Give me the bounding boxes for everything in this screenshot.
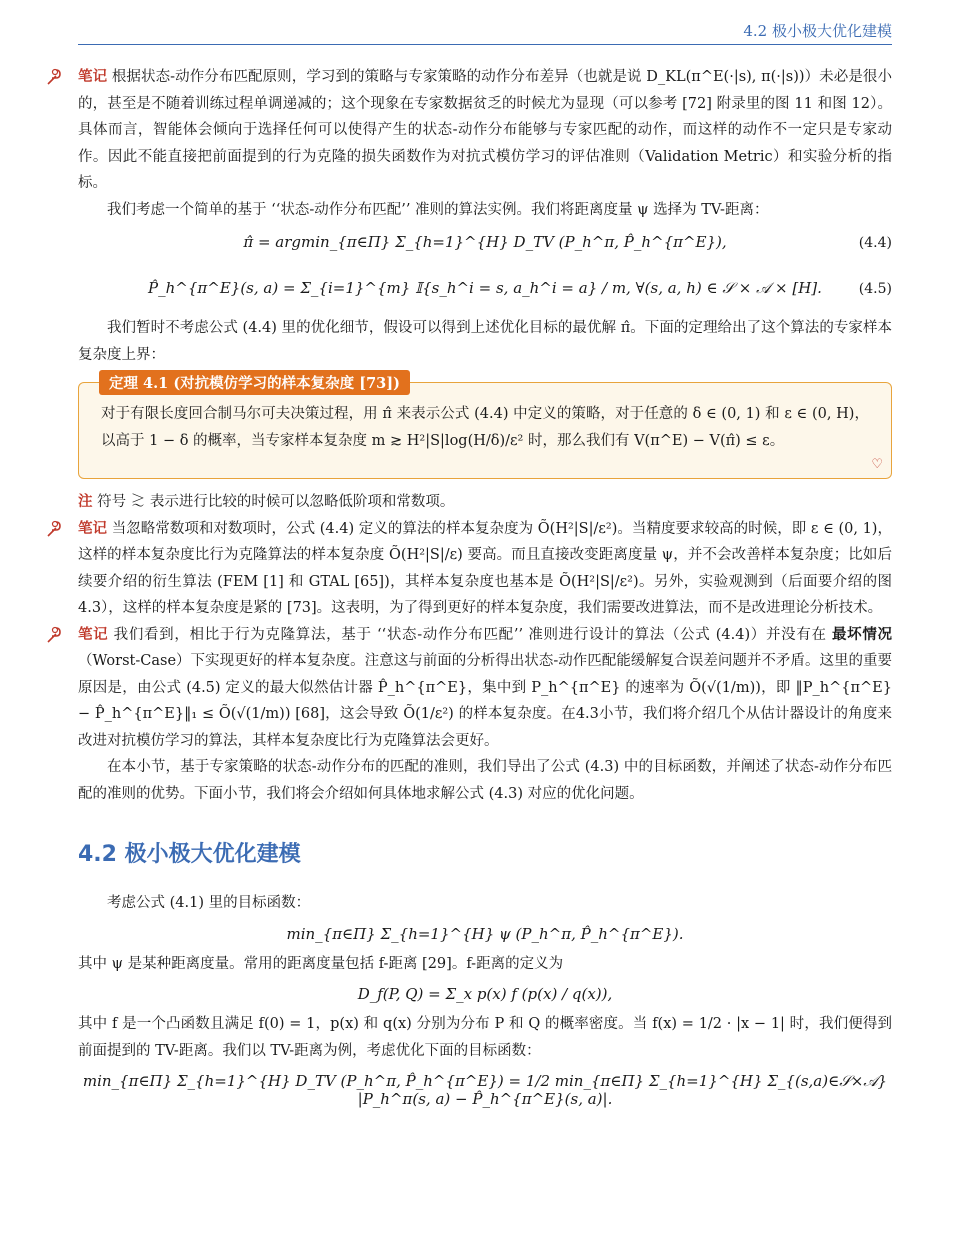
note-text: （Worst-Case）下实现更好的样本复杂度。注意这与前面的分析得出状态-动作匹配能缓解复合误差问题并不矛盾。这里的重要原因是，由公式 (4.5) 定义的最大似然估计器 P̂_h^{π^E}，集中到 P_h^{π^E} 的速率为 Õ(√(1/m))，即 ‖P_h^{π^E} − P̂_h^{π^E}‖₁ ≤ Õ(√(1/m)) [68]，这会导致 Õ(1/ε²) 的样本复杂度。在4.3小节，我们将介绍几个从估计器设计的角度来改进对抗模仿学习的算法，其样本复杂度比行为克隆算法会更好。 — [78, 653, 892, 749]
note-text: 我们看到，相比于行为克隆算法，基于 ‘‘状态-动作分布匹配’’ 准则进行设计的算法（公式 (4.4)）并没有在 — [113, 626, 827, 643]
note-text: 当忽略常数项和对数项时，公式 (4.4) 定义的算法的样本复杂度为 Õ(H²|S|/ε²)。当精度要求较高的时候，即 ε ∈ (0, 1)，这样的样本复杂度比行为克隆算法的样本复杂度 Õ(H²|S|/ε) 要高。而且直接改变距离度量 ψ，并不会改善样本复杂度；比如后续要介绍的衍生算法 (FEM [1] 和 GTAL [65])，其样本复杂度也基本是 Õ(H²|S|/ε²)。另外，实验观测到（后面要介绍的图4.3），这样的样本复杂度是紧的 [73]。这表明，为了得到更好的样本复杂度，我们需要改进算法，而不是改进理论分析技术。 — [78, 520, 892, 616]
section-heading — [78, 837, 892, 868]
note-icon — [46, 518, 62, 538]
theorem-box — [78, 375, 892, 479]
remark — [78, 489, 892, 516]
heart-icon: ♡ — [871, 457, 883, 472]
paragraph: 我们暂时不考虑公式 (4.4) 里的优化细节，假设可以得到上述优化目标的最优解 π̂。下面的定理给出了这个算法的专家样本复杂度上界： — [78, 320, 892, 363]
note-icon — [46, 66, 62, 86]
paragraph: 其中 f 是一个凸函数且满足 f(0) = 1，p(x) 和 q(x) 分别为分布 P 和 Q 的概率密度。当 f(x) = 1/2 · |x − 1| 时，我们便得到前面提到的 TV-距离。我们以 TV-距离为例，考虑优化下面的目标函数： — [78, 1016, 892, 1059]
section-title: 极小极大优化建模 — [124, 842, 301, 867]
equation-number: (4.5) — [858, 281, 892, 297]
equation-4-4 — [78, 223, 892, 269]
running-header: 4.2 极小极大优化建模 — [743, 22, 892, 40]
page-body — [78, 64, 892, 1116]
note-label: 笔记 — [78, 68, 108, 85]
note-text: 根据状态-动作分布匹配原则，学习到的策略与专家策略的动作分布差异（也就是说 D_KL(π^E(·|s), π(·|s))）未必是很小的，甚至是不随着训练过程单调递减的；这个现象在专家数据贫乏的时候尤为显现（可以参考 [72] 附录里的图 11 和图 12）。具体而言，智能体会倾向于选择任何可以使得产生的状态-动作分布能够与专家匹配的动作，而这样的动作不一定只是专家动作。因此不能直接把前面提到的行为克隆的损失函数作为对抗式模仿学习的评估准则（Validation Metric）和实验分析的指标。 — [78, 69, 892, 191]
note-paragraph-2 — [78, 516, 892, 622]
note-paragraph-3 — [78, 622, 892, 755]
equation-number: (4.4) — [858, 235, 892, 251]
equation-expression: P̂_h^{π^E}(s, a) = Σ_{i=1}^{m} 𝕀{s_h^i = s, a_h^i = a} / m, ∀(s, a, h) ∈ 𝒮 × 𝒜 × [H]. — [148, 279, 822, 297]
note-bold-term: 最坏情况 — [831, 625, 893, 643]
remark-label: 注 — [78, 493, 93, 510]
note-label: 笔记 — [78, 519, 108, 537]
note-icon — [46, 624, 62, 644]
paragraph: 我们考虑一个简单的基于 ‘‘状态-动作分布匹配’’ 准则的算法实例。我们将距离度量 ψ 选择为 TV-距离： — [107, 201, 769, 218]
equation-minimax-objective: min_{π∈Π} Σ_{h=1}^{H} ψ (P_h^π, P̂_h^{π^E}). — [286, 924, 684, 943]
note-paragraph-1 — [78, 64, 892, 197]
theorem-text: 对于有限长度回合制马尔可夫决策过程，用 π̂ 来表示公式 (4.4) 中定义的策略，对于任意的 δ ∈ (0, 1) 和 ε ∈ (0, H)，以高于 1 − δ 的概率，当专家样本复杂度 m ≳ H²|S|log(H/δ)/ε² 时，那么我们有 V(π^E) − V(π̂) ≤ ε。 — [101, 406, 869, 449]
equation-expression: π̂ = argmin_{π∈Π} Σ_{h=1}^{H} D_TV (P_h^π, P̂_h^{π^E}), — [243, 233, 727, 251]
note-label: 笔记 — [78, 625, 109, 643]
section-number: 4.2 — [78, 842, 117, 867]
equation-tv-objective: min_{π∈Π} Σ_{h=1}^{H} D_TV (P_h^π, P̂_h^{π^E}) = 1/2 min_{π∈Π} Σ_{h=1}^{H} Σ_{(s,a)∈𝒮×𝒜} |P_h^π(s, a) − P̂_h^{π^E}(s, a)|. — [82, 1072, 888, 1108]
paragraph: 考虑公式 (4.1) 里的目标函数： — [107, 895, 311, 911]
equation-4-5 — [78, 269, 892, 315]
equation-f-divergence: D_f(P, Q) = Σ_x p(x) f (p(x) / q(x)), — [357, 985, 613, 1003]
paragraph: 在本小节，基于专家策略的状态-动作分布的匹配的准则，我们导出了公式 (4.3) 中的目标函数，并阐述了状态-动作分布匹配的准则的优势。下面小节，我们将会介绍如何具体地求解公式 (4.3) 对应的优化问题。 — [78, 759, 892, 802]
remark-text: 符号 ≳ 表示进行比较的时候可以忽略低阶项和常数项。 — [97, 494, 455, 510]
header-rule — [78, 44, 892, 45]
paragraph: 其中 ψ 是某种距离度量。常用的距离度量包括 f-距离 [29]。f-距离的定义为 — [78, 955, 564, 972]
theorem-title: 定理 4.1 (对抗模仿学习的样本复杂度 [73]) — [99, 370, 410, 395]
